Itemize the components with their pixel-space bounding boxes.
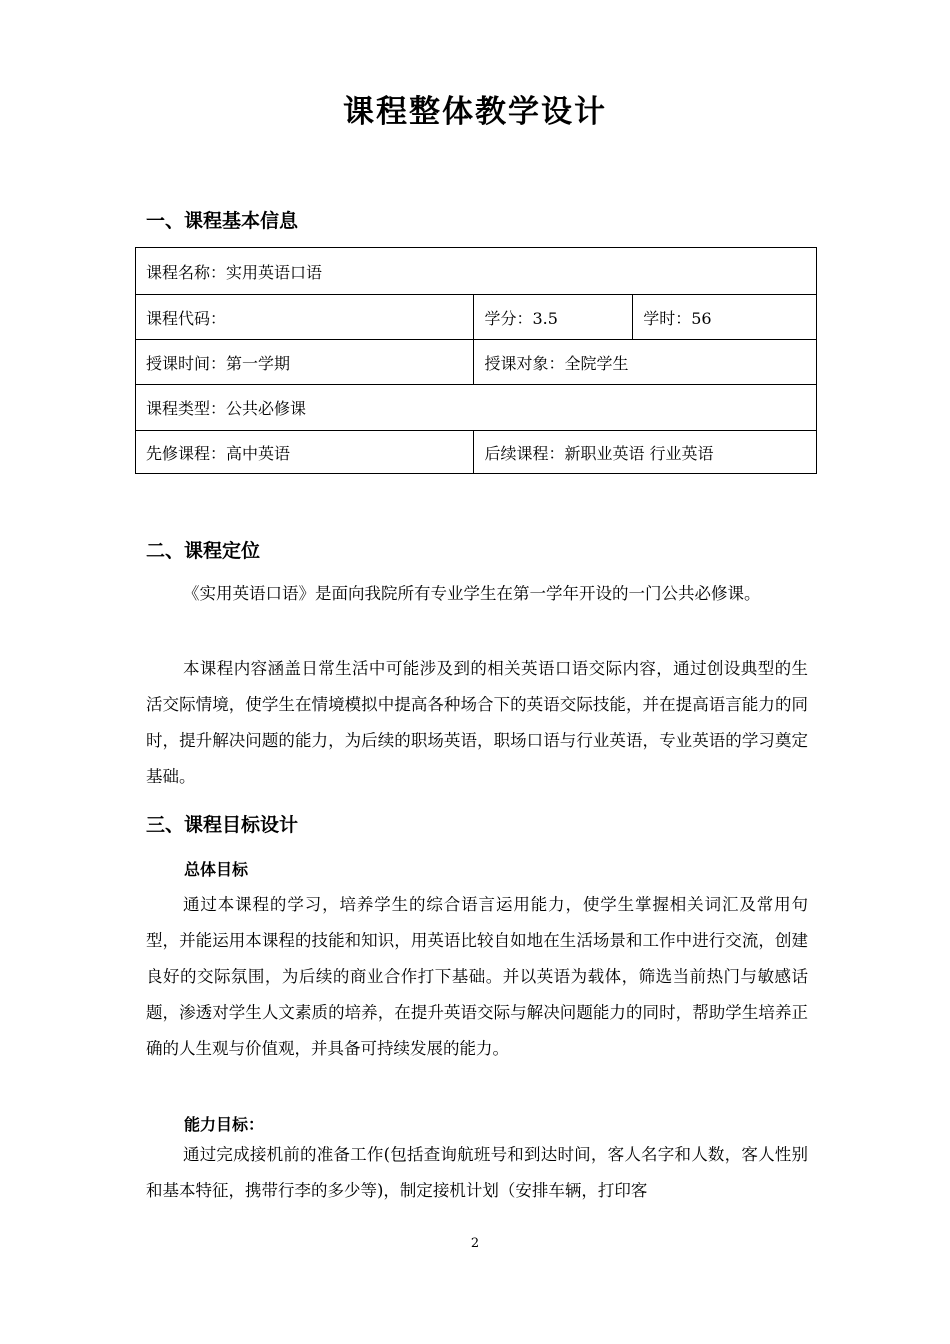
section-heading-positioning: 二、课程定位 [146, 540, 261, 562]
table-row [136, 248, 817, 295]
hours-cell: 学时：56 [633, 295, 817, 340]
table-row [136, 340, 817, 385]
page-number: 2 [470, 1236, 480, 1251]
ability-goal-paragraph: 通过完成接机前的准备工作(包括查询航班号和到达时间，客人名字和人数，客人性别和基本特征，携带行李的多少等)，制定接机计划（安排车辆，打印客 [146, 1145, 808, 1200]
document-title: 课程整体教学设计 [343, 94, 607, 130]
audience-cell: 授课对象：全院学生 [474, 340, 817, 385]
course-type-cell: 课程类型：公共必修课 [136, 385, 817, 431]
course-code-cell: 课程代码： [136, 295, 474, 340]
positioning-paragraph-1: 《实用英语口语》是面向我院所有专业学生在第一学年开设的一门公共必修课。 [183, 584, 761, 603]
course-name-cell: 课程名称：实用英语口语 [136, 248, 817, 295]
prerequisite-cell: 先修课程：高中英语 [136, 431, 474, 474]
section-heading-basic-info: 一、课程基本信息 [146, 210, 299, 232]
section-heading-goals: 三、课程目标设计 [146, 814, 299, 836]
positioning-paragraph-2: 本课程内容涵盖日常生活中可能涉及到的相关英语口语交际内容，通过创设典型的生活交际情境，使学生在情境模拟中提高各种场合下的英语交际技能，并在提高语言能力的同时，提升解决问题的能力，为后续的职场英语，职场口语与行业英语，专业英语的学习奠定基础。 [146, 659, 808, 786]
follow-up-cell: 后续课程：新职业英语 行业英语 [474, 431, 817, 474]
teaching-time-cell: 授课时间：第一学期 [136, 340, 474, 385]
table-row [136, 295, 817, 340]
table-row [136, 385, 817, 431]
table-row [136, 431, 817, 474]
overall-goal-heading: 总体目标 [184, 860, 249, 879]
credits-cell: 学分：3.5 [474, 295, 633, 340]
ability-goal-heading: 能力目标： [184, 1115, 265, 1134]
overall-goal-paragraph: 通过本课程的学习，培养学生的综合语言运用能力，使学生掌握相关词汇及常用句型，并能运用本课程的技能和知识，用英语比较自如地在生活场景和工作中进行交流，创建良好的交际氛围，为后续的商业合作打下基础。并以英语为载体，筛选当前热门与敏感话题，渗透对学生人文素质的培养，在提升英语交际与解决问题能力的同时，帮助学生培养正确的人生观与价值观，并具备可持续发展的能力。 [146, 895, 808, 1058]
course-info-table [135, 247, 817, 474]
